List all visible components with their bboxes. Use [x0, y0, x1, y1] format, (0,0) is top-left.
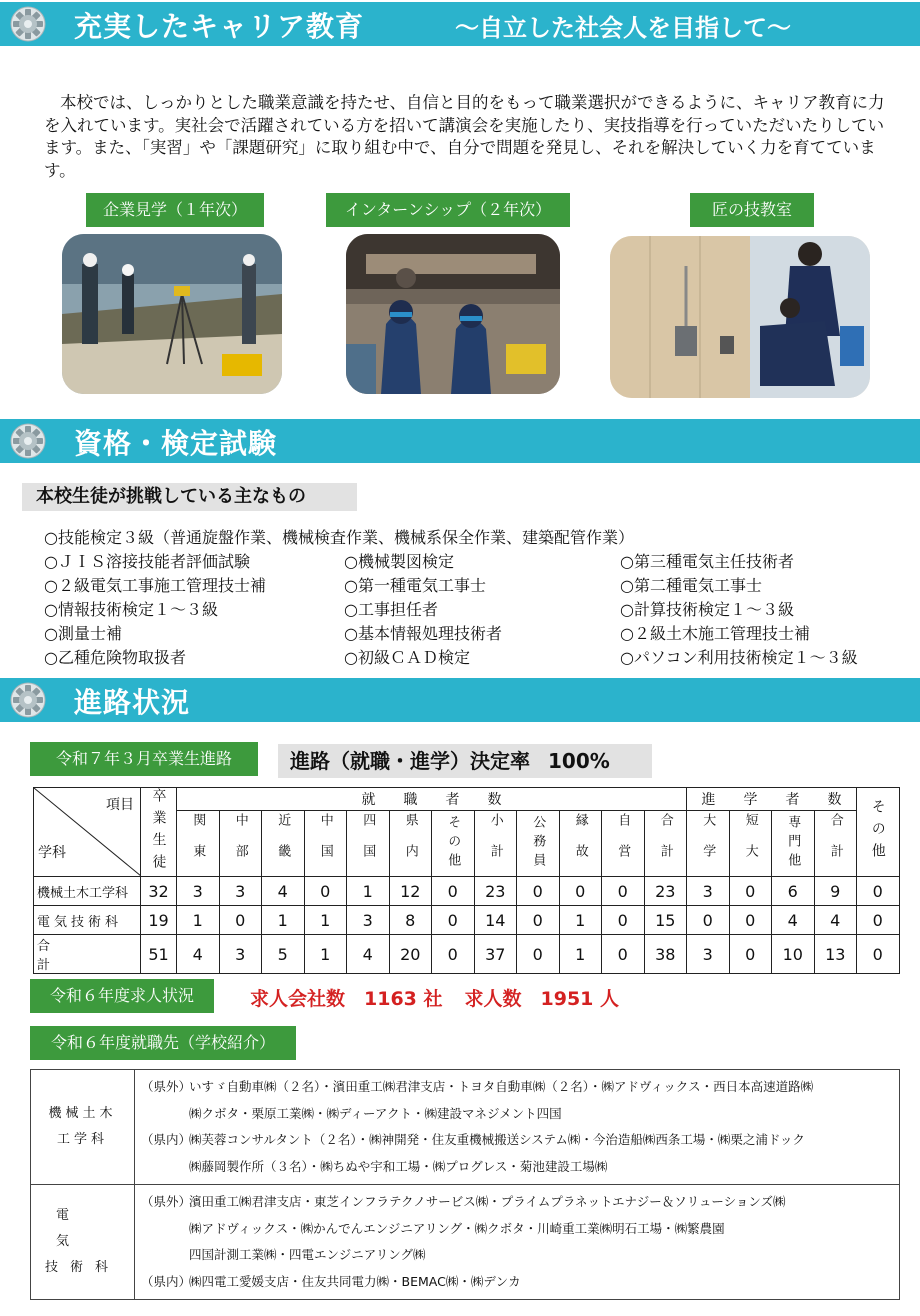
qualifications-title: 資格・検定試験 — [74, 427, 278, 460]
row-dept: 機械土木工学科 — [34, 877, 141, 906]
table-cell: 0 — [517, 877, 560, 906]
employer-list-mechanical — [135, 1070, 900, 1185]
col-header: 関東 — [177, 811, 220, 877]
employers-label: 令和６年度就職先（学校紹介） — [30, 1026, 296, 1060]
table-cell: 5 — [262, 935, 305, 974]
table-cell: 20 — [389, 935, 432, 974]
col-header: 合計 — [644, 811, 687, 877]
col-header: 四国 — [347, 811, 390, 877]
cert-item: ○機械製図検定 — [344, 552, 454, 571]
employers-table — [30, 1069, 900, 1300]
table-cell: 3 — [219, 877, 262, 906]
col-header: 専門他 — [772, 811, 815, 877]
gear-icon — [8, 4, 48, 44]
table-cell: 1 — [304, 906, 347, 935]
dept-name-electrical: 電気 技術科 — [31, 1185, 135, 1300]
row-dept: 合計 — [34, 935, 141, 974]
table-cell: 0 — [729, 906, 772, 935]
col-header: 縁故 — [559, 811, 602, 877]
path-title: 進路状況 — [74, 686, 191, 719]
col-header: 中国 — [304, 811, 347, 877]
photo-company-visit — [62, 234, 282, 394]
cert-item: ○情報技術検定１～３級 — [44, 600, 218, 619]
cert-item: ○ＪＩＳ溶接技能者評価試験 — [44, 552, 250, 571]
career-section-header — [0, 2, 920, 46]
col-header: 自営 — [602, 811, 645, 877]
table-cell: 19 — [141, 906, 177, 935]
cert-item: ○第二種電気工事士 — [620, 576, 762, 595]
table-cell: 0 — [857, 906, 900, 935]
employment-header: 就 職 者 数 — [177, 788, 687, 811]
table-cell: 23 — [474, 877, 517, 906]
grad-header: 卒業生徒 — [141, 788, 177, 877]
cert-item: ○初級ＣＡＤ検定 — [344, 648, 470, 667]
table-cell: 10 — [772, 935, 815, 974]
table-row — [34, 877, 900, 906]
advance-header: 進 学 者 数 — [687, 788, 857, 811]
table-cell: 6 — [772, 877, 815, 906]
col-header: 公務員 — [517, 811, 560, 877]
col-header: 大学 — [687, 811, 730, 877]
table-cell: 1 — [304, 935, 347, 974]
table-cell: 4 — [347, 935, 390, 974]
cert-item: ○技能検定３級（普通旋盤作業、機械検査作業、機械系保全作業、建築配管作業） — [44, 528, 634, 547]
table-cell: 4 — [177, 935, 220, 974]
cert-item: ○基本情報処理技術者 — [344, 624, 502, 643]
cert-item: ○測量士補 — [44, 624, 122, 643]
table-cell: 0 — [602, 906, 645, 935]
employer-line: （県内）㈱芙蓉コンサルタント（２名）・㈱神開発・住友重機械搬送システム㈱・今治造船㈱西条工場・㈱栗之浦ドック — [141, 1132, 805, 1147]
table-cell: 0 — [857, 935, 900, 974]
graduate-statistics-table — [33, 787, 900, 974]
table-cell: 0 — [729, 877, 772, 906]
cert-item: ○第三種電気主任技術者 — [620, 552, 794, 571]
table-row — [34, 906, 900, 935]
qualifications-subtitle: 本校生徒が挑戦している主なもの — [22, 483, 357, 511]
employer-line: ㈱クボタ・栗原工業㈱・㈱ディーアクト・㈱建設マネジメント四国 — [189, 1105, 562, 1121]
table-cell: 0 — [602, 935, 645, 974]
dept-name-mechanical: 機械土木 工学科 — [31, 1070, 135, 1185]
table-cell: 1 — [347, 877, 390, 906]
table-cell: 0 — [517, 906, 560, 935]
table-cell: 1 — [177, 906, 220, 935]
cert-item: ○工事担任者 — [344, 600, 438, 619]
table-cell: 51 — [141, 935, 177, 974]
table-cell: 0 — [432, 877, 475, 906]
row-dept: 電気技術科 — [34, 906, 141, 935]
decision-rate-label: 進路（就職・進学）決定率 — [290, 749, 530, 773]
cert-item: ○乙種危険物取扱者 — [44, 648, 186, 667]
col-header: その他 — [432, 811, 475, 877]
table-cell: 4 — [814, 906, 857, 935]
table-cell: 13 — [814, 935, 857, 974]
table-cell: 4 — [262, 877, 305, 906]
table-cell: 1 — [559, 906, 602, 935]
table-cell: 1 — [262, 906, 305, 935]
graduates-label: 令和７年３月卒業生進路 — [30, 742, 258, 776]
table-cell: 9 — [814, 877, 857, 906]
corner-item-label: 項目 — [106, 797, 134, 813]
table-cell: 38 — [644, 935, 687, 974]
path-section-header — [0, 678, 920, 722]
col-header: 合計 — [814, 811, 857, 877]
col-header: 小計 — [474, 811, 517, 877]
table-cell: 0 — [517, 935, 560, 974]
table-cell: 0 — [559, 877, 602, 906]
employer-line: 四国計測工業㈱・四電エンジニアリング㈱ — [189, 1247, 426, 1262]
cert-item: ○パソコン利用技術検定１～３級 — [620, 648, 858, 667]
table-cell: 23 — [644, 877, 687, 906]
table-corner — [34, 788, 141, 877]
table-cell: 3 — [687, 935, 730, 974]
qualifications-section-header — [0, 419, 920, 463]
table-cell: 3 — [219, 935, 262, 974]
career-title: 充実したキャリア教育 — [74, 10, 365, 43]
employer-line: （県外）濱田重工㈱君津支店・東芝インフラテクノサービス㈱・プライムプラネットエナジー＆ソリューションズ㈱ — [141, 1194, 786, 1209]
employer-line: ㈱アドヴィックス・㈱かんでんエンジニアリング・㈱クボタ・川崎重工業㈱明石工場・㈱繁農園 — [189, 1220, 725, 1236]
photo-label-company-visit: 企業見学（１年次） — [86, 193, 264, 227]
decision-rate-value: 100% — [548, 749, 610, 773]
table-cell: 3 — [687, 877, 730, 906]
table-cell: 0 — [687, 906, 730, 935]
table-cell: 3 — [177, 877, 220, 906]
employer-line: （県内）㈱四電工愛媛支店・住友共同電力㈱・BEMAC㈱・㈱デンカ — [141, 1273, 521, 1289]
gear-icon — [8, 421, 48, 461]
intro-paragraph: 本校では、しっかりとした職業意識を持たせ、自信と目的をもって職業選択ができるように、キャリア教育に力を入れています。実社会で活躍されている方を招いて講演会を実施したり、実技指導を行っていただいたりしています。また、「実習」や「課題研究」に取り組む中で、自分で問題を発見し、それを解決していく力を育てています。 — [44, 93, 885, 180]
photo-label-internship: インターンシップ（２年次） — [326, 193, 570, 227]
corner-dept-label: 学科 — [38, 845, 66, 861]
col-header: 県内 — [389, 811, 432, 877]
cert-item: ○２級土木施工管理技士補 — [620, 624, 810, 643]
table-cell: 1 — [559, 935, 602, 974]
col-header: 短大 — [729, 811, 772, 877]
table-cell: 0 — [729, 935, 772, 974]
cert-item: ○計算技術検定１～３級 — [620, 600, 794, 619]
employer-line: （県外）いすゞ自動車㈱（２名）・濱田重工㈱君津支店・トヨタ自動車㈱（２名）・㈱アドヴィックス・西日本高速道路㈱ — [141, 1079, 814, 1094]
employer-line: ㈱藤岡製作所（３名）・㈱ちぬや宇和工場・㈱プログレス・菊池建設工場㈱ — [189, 1158, 608, 1174]
table-cell: 3 — [347, 906, 390, 935]
other-header: その他 — [857, 788, 900, 877]
photo-internship — [346, 234, 560, 394]
table-cell: 0 — [432, 935, 475, 974]
cert-item: ○２級電気工事施工管理技士補 — [44, 576, 266, 595]
recruit-jobs: 求人数 1951 人 — [464, 988, 619, 1010]
table-cell: 32 — [141, 877, 177, 906]
recruit-summary — [250, 984, 641, 1011]
gear-icon — [8, 680, 48, 720]
career-subtitle: ～自立した社会人を目指して～ — [455, 14, 791, 42]
photo-label-craft-class: 匠の技教室 — [690, 193, 814, 227]
col-header: 中部 — [219, 811, 262, 877]
table-cell: 0 — [857, 877, 900, 906]
table-row — [34, 935, 900, 974]
table-body — [34, 877, 900, 974]
employer-list-electrical — [135, 1185, 900, 1300]
col-header: 近畿 — [262, 811, 305, 877]
table-cell: 0 — [219, 906, 262, 935]
photo-craft-class — [610, 236, 870, 398]
table-cell: 0 — [432, 906, 475, 935]
table-cell: 15 — [644, 906, 687, 935]
table-cell: 4 — [772, 906, 815, 935]
table-cell: 8 — [389, 906, 432, 935]
table-cell: 37 — [474, 935, 517, 974]
cert-item: ○第一種電気工事士 — [344, 576, 486, 595]
table-cell: 0 — [602, 877, 645, 906]
table-cell: 0 — [304, 877, 347, 906]
table-cell: 14 — [474, 906, 517, 935]
recruit-companies: 求人会社数 1163 社 — [250, 988, 443, 1010]
decision-rate — [278, 744, 652, 778]
table-cell: 12 — [389, 877, 432, 906]
recruit-label: 令和６年度求人状況 — [30, 979, 214, 1013]
